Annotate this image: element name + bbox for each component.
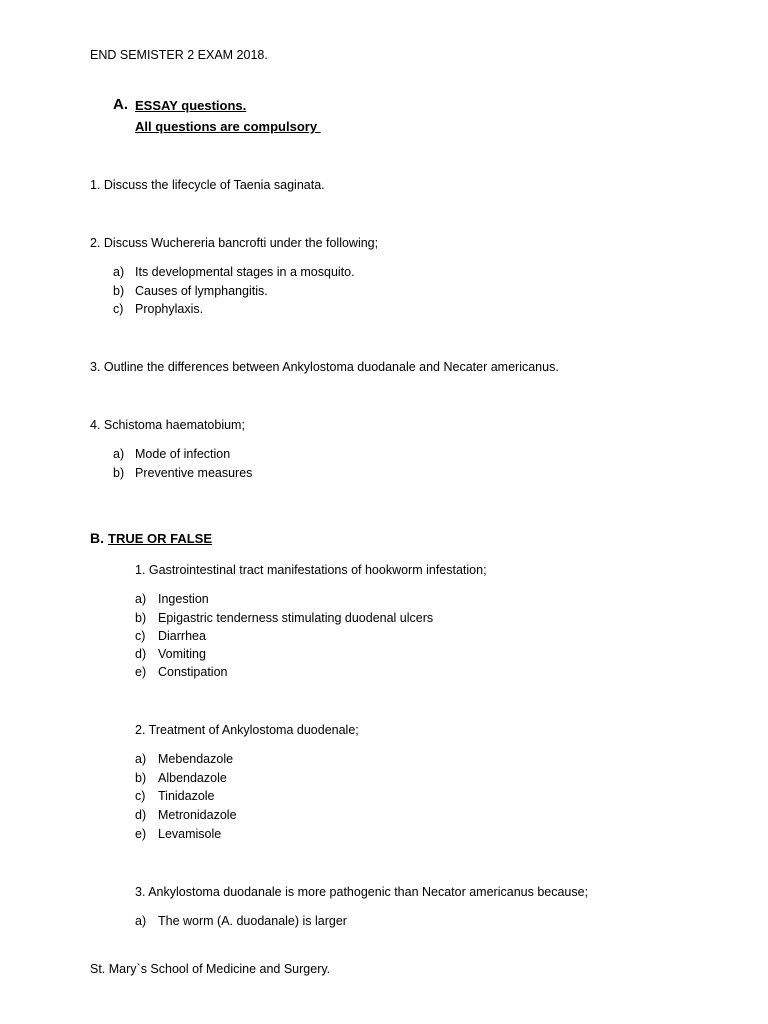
section-b-letter: B. xyxy=(90,530,104,546)
tf-question-1: 1. Gastrointestinal tract manifestations of hookworm infestation; xyxy=(135,563,487,577)
list-item: Albendazole xyxy=(158,771,227,785)
essay-question-3: 3. Outline the differences between Ankylostoma duodanale and Necater americanus. xyxy=(90,360,559,374)
list-marker: a) xyxy=(135,592,147,606)
section-a-subtitle: All questions are compulsory xyxy=(135,119,321,134)
tf-question-3: 3. Ankylostoma duodanale is more pathogenic than Necator americanus because; xyxy=(135,885,589,899)
list-marker: d) xyxy=(135,647,147,661)
tf-question-2: 2. Treatment of Ankylostoma duodenale; xyxy=(135,723,359,737)
list-marker: c) xyxy=(135,629,146,643)
list-item: Preventive measures xyxy=(135,466,253,480)
list-marker: d) xyxy=(135,808,147,822)
footer-school-name: St. Mary`s School of Medicine and Surgery. xyxy=(90,962,331,976)
list-marker: a) xyxy=(135,752,147,766)
essay-question-2: 2. Discuss Wuchereria bancrofti under the following; xyxy=(90,236,379,250)
list-item: Mode of infection xyxy=(135,447,231,461)
list-item: Its developmental stages in a mosquito. xyxy=(135,265,355,279)
list-marker: b) xyxy=(135,771,147,785)
list-item: Ingestion xyxy=(158,592,209,606)
list-marker: e) xyxy=(135,827,147,841)
section-a-letter: A. xyxy=(113,96,128,113)
list-marker: a) xyxy=(113,265,125,279)
list-item: Vomiting xyxy=(158,647,206,661)
essay-question-1: 1. Discuss the lifecycle of Taenia saginata. xyxy=(90,178,325,192)
section-a-title: ESSAY questions. xyxy=(135,98,247,113)
essay-question-4: 4. Schistoma haematobium; xyxy=(90,418,245,432)
list-item: Mebendazole xyxy=(158,752,234,766)
list-item: The worm (A. duodanale) is larger xyxy=(158,914,347,928)
list-marker: a) xyxy=(113,447,125,461)
list-marker: b) xyxy=(135,611,147,625)
list-item: Tinidazole xyxy=(158,789,215,803)
list-item: Prophylaxis. xyxy=(135,302,204,316)
list-item: Levamisole xyxy=(158,827,222,841)
list-item: Metronidazole xyxy=(158,808,237,822)
list-marker: e) xyxy=(135,665,147,679)
list-marker: a) xyxy=(135,914,147,928)
list-marker: c) xyxy=(113,302,124,316)
list-item: Constipation xyxy=(158,665,228,679)
section-b-title: TRUE OR FALSE xyxy=(108,531,213,546)
list-marker: b) xyxy=(113,284,125,298)
exam-title: END SEMISTER 2 EXAM 2018. xyxy=(90,48,268,62)
list-marker: c) xyxy=(135,789,146,803)
list-marker: b) xyxy=(113,466,125,480)
list-item: Causes of lymphangitis. xyxy=(135,284,268,298)
list-item: Diarrhea xyxy=(158,629,206,643)
list-item: Epigastric tenderness stimulating duodenal ulcers xyxy=(158,611,434,625)
